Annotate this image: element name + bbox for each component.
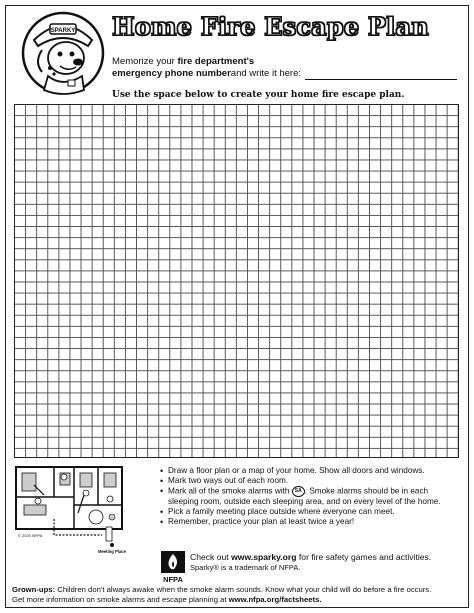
tip-draw-floor-plan: • Draw a floor plan or a map of your home. Show all doors and windows.	[160, 466, 460, 476]
nfpa-logo-text: NFPA	[163, 575, 183, 584]
grownups-text-2: Get more information on smoke alarms and escape planning at	[12, 595, 229, 604]
grownups-note	[12, 585, 464, 605]
example-floor-plan-illustration	[14, 465, 144, 555]
phone-number-blank-line[interactable]	[305, 70, 457, 80]
smoke-tip-before: Mark all of the smoke alarms with	[168, 486, 292, 496]
grownups-text-1: Children don't always awake when the smoke alarm sounds. Know what your child will do before a fire occurs.	[55, 585, 432, 594]
sparky-promo	[190, 552, 460, 573]
page-title: Home Fire Escape Plan	[112, 12, 429, 41]
promo-prefix: Check out	[190, 552, 232, 562]
promo-suffix: for fire safety games and activities.	[296, 552, 432, 562]
meeting-place-caption: Meeting Place	[98, 549, 126, 554]
floor-plan-copyright: © 2020 NFPA	[18, 533, 43, 538]
factsheets-link[interactable]: www.nfpa.org/factsheets.	[228, 595, 322, 604]
grid-instruction: Use the space below to create your home fire escape plan.	[112, 90, 405, 100]
nfpa-logo-icon	[160, 550, 186, 584]
memo-prefix: Memorize your	[112, 56, 178, 67]
memo-suffix: and write it here:	[230, 68, 302, 79]
escape-plan-tips-list	[160, 466, 460, 527]
tip-smoke-alarms	[160, 486, 460, 507]
sparky-link[interactable]: www.sparky.org	[231, 552, 297, 562]
grownups-label: Grown-ups:	[12, 585, 56, 594]
smoke-alarm-badge-icon: SA	[292, 486, 305, 497]
escape-plan-drawing-grid[interactable]	[14, 104, 459, 458]
phone-number-prompt	[112, 56, 457, 80]
sparky-mascot-illustration	[20, 10, 106, 96]
trademark-note: Sparky® is a trademark of NFPA.	[190, 562, 301, 572]
memo-bold-emergency-number: emergency phone number	[112, 68, 231, 79]
tip-practice: • Remember, practice your plan at least twice a year!	[160, 517, 460, 527]
smoke-tip-after: . Smoke alarms should be in each sleeping room, outside each sleeping area, and on every level of the home.	[168, 486, 441, 506]
memo-bold-fire-department: fire department's	[177, 56, 255, 67]
mascot-cap-text: SPARKY	[50, 28, 76, 34]
tip-meeting-place: • Pick a family meeting place outside where everyone can meet.	[160, 507, 460, 517]
tip-two-ways-out: • Mark two ways out of each room.	[160, 476, 460, 486]
